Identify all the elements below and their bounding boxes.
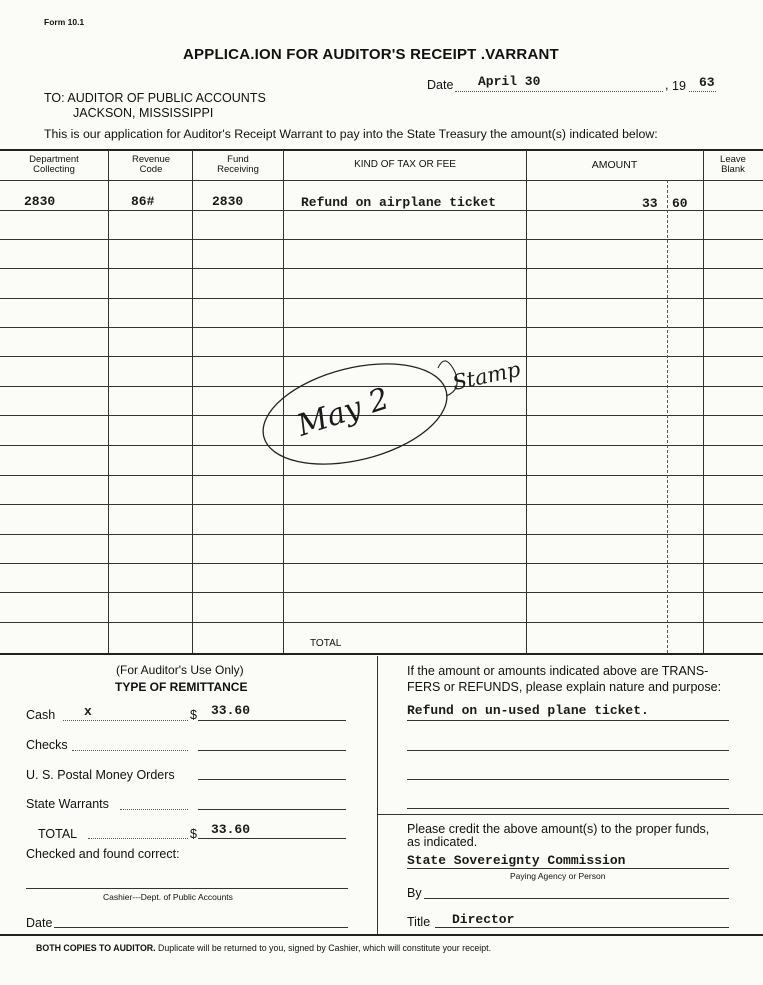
cash-mark[interactable]: x	[84, 704, 92, 719]
auditor-date-label: Date	[26, 916, 53, 930]
header-kind-of-tax: KIND OF TAX OR FEE	[354, 159, 456, 170]
header-department-line2: Collecting	[33, 164, 75, 175]
explain-line-1	[407, 720, 729, 721]
bottom-divider	[377, 656, 378, 934]
transfers-explanation[interactable]: Refund on un-used plane ticket.	[407, 703, 649, 718]
checks-amount-line[interactable]	[198, 750, 346, 751]
form-number: Form 10.1	[44, 17, 85, 27]
date-value[interactable]: April 30	[478, 74, 541, 89]
cash-amount[interactable]: 33.60	[211, 703, 251, 718]
cash-currency: $	[190, 708, 197, 722]
state-warrants-label: State Warrants	[26, 797, 109, 811]
checked-label: Checked and found correct:	[26, 847, 180, 861]
warrants-amount-line[interactable]	[198, 809, 346, 810]
year-prefix: 19	[672, 79, 686, 93]
cash-label: Cash	[26, 708, 56, 722]
explain-line-4[interactable]	[407, 808, 729, 809]
title-line	[435, 927, 729, 928]
header-fund-line1: Fund	[227, 154, 249, 165]
cell-fund[interactable]: 2830	[212, 194, 244, 209]
right-box-divider	[377, 814, 763, 815]
date-label: Date	[427, 78, 454, 92]
header-fund-line2: Receiving	[217, 164, 259, 175]
footer-rest: Duplicate will be returned to you, signed by Cashier, which will constitute your receipt.	[158, 943, 492, 953]
transfers-text-2: FERS or REFUNDS, please explain nature and purpose:	[407, 680, 722, 694]
auditor-use-heading: (For Auditor's Use Only)	[116, 663, 244, 677]
money-orders-label: U. S. Postal Money Orders	[26, 768, 175, 782]
by-signature-line[interactable]	[424, 898, 729, 899]
auditor-date-line[interactable]	[54, 927, 348, 928]
cell-amount-cents[interactable]: 60	[672, 196, 688, 211]
to-line2: JACKSON, MISSISSIPPI	[73, 106, 214, 120]
warrants-dots	[120, 809, 188, 810]
intro-text: This is our application for Auditor's Receipt Warrant to pay into the State Treasury the amount(s) indicated below:	[44, 127, 658, 141]
form-title: APPLICA.ION FOR AUDITOR'S RECEIPT .VARRANT	[183, 46, 559, 63]
header-department-line1: Department	[29, 154, 79, 165]
cell-department[interactable]: 2830	[24, 194, 56, 209]
year-value[interactable]: 63	[699, 75, 715, 90]
remittance-type-heading: TYPE OF REMITTANCE	[115, 680, 248, 694]
checks-label: Checks	[26, 738, 68, 752]
paying-agency[interactable]: State Sovereignty Commission	[407, 853, 626, 868]
cashier-caption: Cashier---Dept. of Public Accounts	[103, 892, 233, 902]
cell-revenue-code[interactable]: 86#	[131, 194, 155, 209]
header-revenue-line1: Revenue	[131, 154, 171, 165]
header-leave-line2: Blank	[721, 164, 745, 175]
cashier-signature-line[interactable]	[26, 888, 348, 889]
by-label: By	[407, 886, 422, 900]
header-amount: AMOUNT	[591, 159, 638, 171]
total-amount-line	[198, 838, 346, 839]
title-label: Title	[407, 915, 431, 929]
cell-amount-dollars[interactable]: 33	[642, 196, 658, 211]
handwritten-date: May 2	[292, 381, 394, 444]
cash-amount-line	[198, 720, 346, 721]
transfers-text-1: If the amount or amounts indicated above are TRANS-	[407, 664, 709, 678]
credit-text-2: as indicated.	[407, 835, 478, 849]
agency-line	[407, 868, 729, 869]
to-line1: TO: AUDITOR OF PUBLIC ACCOUNTS	[44, 91, 266, 105]
footer-bold: BOTH COPIES TO AUDITOR.	[36, 943, 156, 953]
total-dots	[88, 838, 188, 839]
cell-kind[interactable]: Refund on airplane ticket	[301, 195, 497, 210]
footer-note	[36, 943, 491, 953]
total-currency: $	[190, 827, 197, 841]
total-amount[interactable]: 33.60	[211, 822, 251, 837]
credit-text-1: Please credit the above amount(s) to the proper funds,	[407, 822, 710, 836]
agency-caption: Paying Agency or Person	[510, 871, 606, 881]
header-revenue-line2: Code	[139, 164, 163, 175]
footer-rule	[0, 934, 763, 936]
explain-line-2[interactable]	[407, 750, 729, 751]
year-separator: ,	[665, 78, 669, 92]
total-label: TOTAL	[38, 827, 78, 841]
explain-line-3[interactable]	[407, 779, 729, 780]
checks-dots	[72, 750, 188, 751]
money-orders-amount-line[interactable]	[198, 779, 346, 780]
title-value[interactable]: Director	[452, 912, 515, 927]
header-leave-line1: Leave	[720, 154, 746, 165]
table-total-label: TOTAL	[310, 638, 342, 649]
cash-dots	[63, 720, 188, 721]
handwritten-note: Stamp	[450, 357, 523, 395]
